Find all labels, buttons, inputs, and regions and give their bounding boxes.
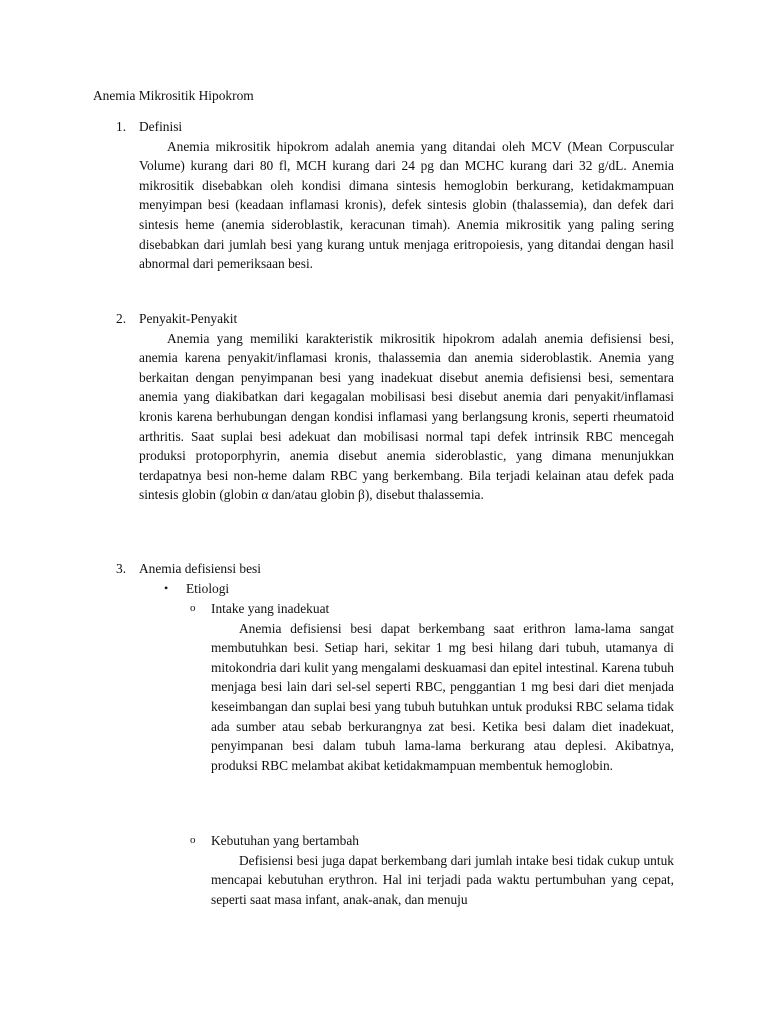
section-heading: Penyakit-Penyakit — [139, 311, 238, 326]
sub-bullet-icon: o — [190, 602, 196, 614]
section-number: 2. — [116, 311, 127, 326]
section-paragraph: Anemia mikrositik hipokrom adalah anemia yang ditandai oleh MCV (Mean Corpuscular Volume) kurang dari 80 fl, MCH kurang dari 24 pg dan MCHC kurang dari 32 g/dL. Anemia mikrositik disebabkan oleh kondisi dimana sintesis hemoglobin berkurang, ketidakmampuan menyimpan besi (keadaan inflamasi kronis), defek sintesis globin (thalassemia), dan defek dari sintesis heme (anemia sideroblastik, keracunan timah). Anemia mikrositik yang paling sering disebabkan dari jumlah besi yang kurang untuk menjaga eritropoiesis, yang ditandai dengan hasil abnormal dari pemeriksaan besi. — [139, 138, 674, 272]
section-number: 1. — [116, 119, 127, 134]
bullet-label: Etiologi — [186, 581, 230, 596]
sub-item-title: Intake yang inadekuat — [211, 601, 330, 616]
sub-bullet-icon: o — [190, 834, 196, 846]
sub-item-paragraph: Anemia defisiensi besi dapat berkembang saat erithron lama-lama sangat membutuhkan besi. Setiap hari, sekitar 1 mg besi hilang dari tubuh, utamanya di mitokondria dari kulit yang mengalami deskuamasi dan epitel intestinal. Karena tubuh menjaga besi lain dari sel-sel seperti RBC, penggantian 1 mg besi dari diet menjada keseimbangan dan suplai besi yang tubuh butuhkan untuk produksi RBC selama tidak ada sumber atau sebab berkurangnya zat besi. Ketika besi dalam diet inadekuat, penyimpanan besi dalam tubuh lama-lama berkurang atau deplesi. Akibatnya, produksi RBC melambat akibat ketidakmampuan membentuk hemoglobin. — [211, 620, 674, 773]
bullet-icon: • — [164, 581, 169, 595]
section-paragraph: Anemia yang memiliki karakteristik mikrositik hipokrom adalah anemia defisiensi besi, anemia karena penyakit/inflamasi kronis, thalassemia dan anemia sideroblastik. Anemia yang berkaitan dengan penyimpanan besi yang inadekuat disebut anemia defisiensi besi, sementara anemia yang diakibatkan dari kegagalan mobilisasi besi disebut anemia dari penyakit/inflamasi kronis karena berhubungan dengan kondisi inflamasi yang berlangsung kronis, seperti rheumatoid arthritis. Saat suplai besi adekuat dan mobilisasi normal tapi defek intrinsik RBC mencegah produksi protoporphyrin, anemia disebut anemia sideroblastic, yang dimana menunjukkan terdapatnya besi non-heme dalam RBC yang berkembang. Bila terjadi kelainan atau defek pada sintesis globin (globin α dan/atau globin β), disebut thalassemia. — [139, 330, 674, 503]
section-heading: Definisi — [139, 119, 183, 134]
section-number: 3. — [116, 561, 127, 576]
sub-item-title: Kebutuhan yang bertambah — [211, 833, 359, 848]
sub-item-paragraph: Defisiensi besi juga dapat berkembang dari jumlah intake besi tidak cukup untuk mencapai kebutuhan erythron. Hal ini terjadi pada waktu pertumbuhan yang cepat, seperti saat masa infant, anak-anak, dan menuju — [211, 852, 674, 907]
section-heading: Anemia defisiensi besi — [139, 561, 261, 576]
document-title: Anemia Mikrositik Hipokrom — [93, 88, 254, 103]
